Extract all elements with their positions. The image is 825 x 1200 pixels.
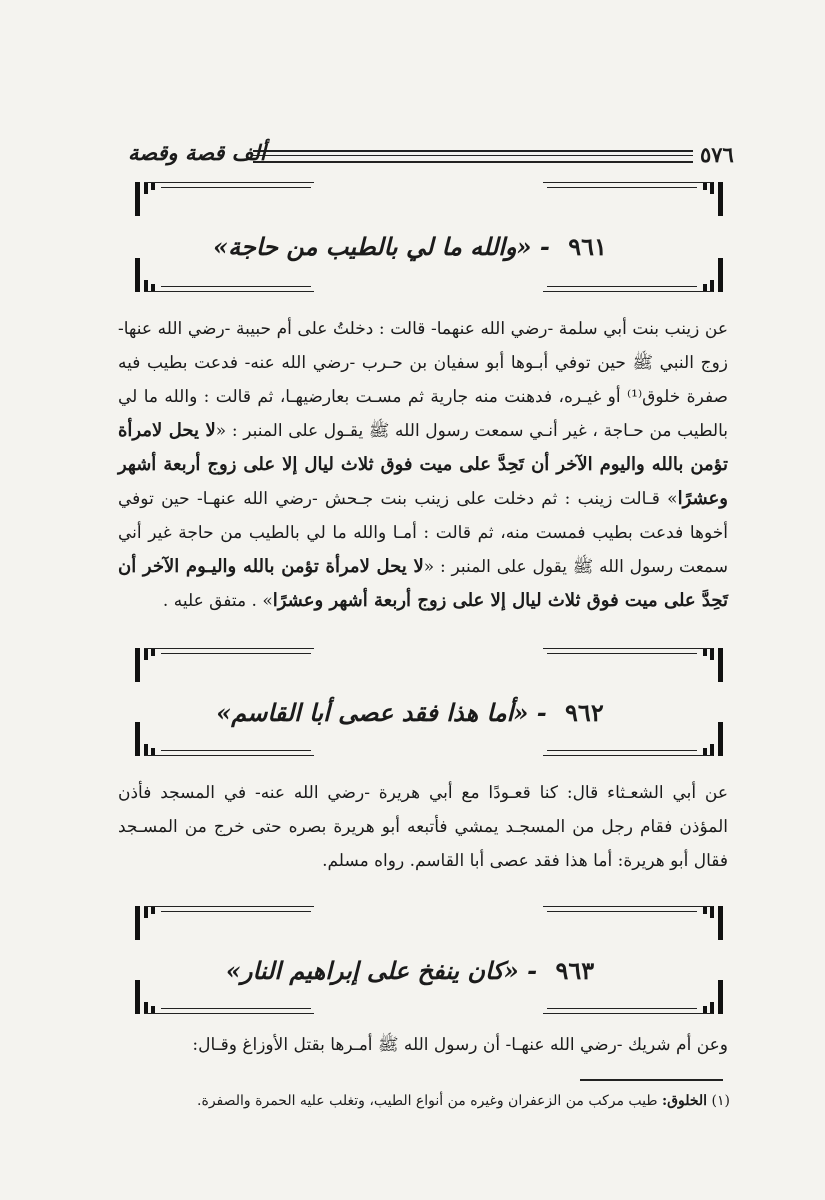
story-body [118,776,728,878]
title-frame-top-right [543,902,723,942]
story-number: ٩٦١ [568,232,607,261]
title-frame-bottom-left [135,722,315,762]
story-body [118,1028,728,1062]
title-frame-top-left [135,178,315,218]
story-heading [150,232,670,261]
story-text: » قـالت زينب : ثم دخلت على زينب بنت جـحش -رضي الله عنهـا- حين توفي أخوها فدعت بطيب فمست منه، ثم قالت : أمـا والله ما لي بالطيب من حاجة غير أني سمعت رسول الله ﷺ يقول على المنبر : « [118,489,729,577]
story-text: عن زينب بنت أبي سلمة -رضي الله عنهما- قالت : دخلتُ على أم حبيبة -رضي الله عنها- زوج النبي ﷺ حين توفي أبـوها أبو سفيان بن حـرب -رضي الله عنه- فدعت بطيب فيه صفرة خلوق⁽¹⁾ أو غيـره، فدهنت منه جارية ثم مسـت بعارضيهـا، ثم قالت : والله ما لي بالطيب من حـاجة ، غير أنـي سمعت رسول الله ﷺ يقـول على المنبر : « [118,319,728,441]
hadith-quote: لا يحل لامرأة تؤمن بالله واليـوم الآخر أن تَحِدَّ على ميت فوق ثلاث ليال إلا على زوج أربعة أشهر وعشرًا [118,556,728,611]
title-frame-top-left [135,644,315,684]
title-frame-bottom-right [543,722,723,762]
story-title: «والله ما لي بالطيب من حاجة» [213,232,532,261]
title-frame-bottom-left [135,980,315,1020]
story-body [118,312,728,618]
book-title: ألف قصة وقصة [128,140,266,165]
header-rule [253,150,693,163]
story-dash: - [539,232,550,261]
footnote-rule [580,1079,723,1081]
story-title: «أما هذا فقد عصى أبا القاسم» [216,698,529,727]
story-dash: - [527,956,538,985]
hadith-quote: لا يحل لامرأة تؤمن بالله واليوم الآخر أن تَحِدَّ على ميت فوق ثلاث ليال إلا على زوج أربعة أشهر وعشرًا [118,420,728,509]
story-text: وعن أم شريك -رضي الله عنهـا- أن رسول الله ﷺ أمـرها بقتل الأوزاغ وقـال: [192,1035,728,1055]
story-number: ٩٦٢ [565,698,604,727]
title-frame-top-right [543,644,723,684]
title-frame-top-right [543,178,723,218]
story-text: » . متفق عليه . [162,591,273,611]
footnote [118,1093,730,1109]
title-frame-bottom-right [543,980,723,1020]
footnote-text: طيب مركب من الزعفران وغيره من أنواع الطيب، وتغلب عليه الحمرة والصفرة. [197,1093,658,1109]
title-frame-bottom-left [135,258,315,298]
footnote-marker: (١) [711,1093,730,1109]
title-frame-bottom-right [543,258,723,298]
story-dash: - [536,698,547,727]
story-text: عن أبي الشعـثاء قال: كنا قعـودًا مع أبي هريرة -رضي الله عنه- في المسجد فأذن المؤذن فقام رجل من المسجـد يمشي فأتبعه أبو هريرة بصره حتى خرج من المسـجد فقال أبو هريرة: أما هذا فقد عصى أبا القاسم. رواه مسلم. [118,783,728,871]
story-number: ٩٦٣ [555,956,595,985]
story-title: «كان ينفخ على إبراهيم النار» [225,956,519,985]
page-number: ٥٧٦ [700,142,734,167]
footnote-term: الخلوق: [661,1093,708,1109]
title-frame-top-left [135,902,315,942]
